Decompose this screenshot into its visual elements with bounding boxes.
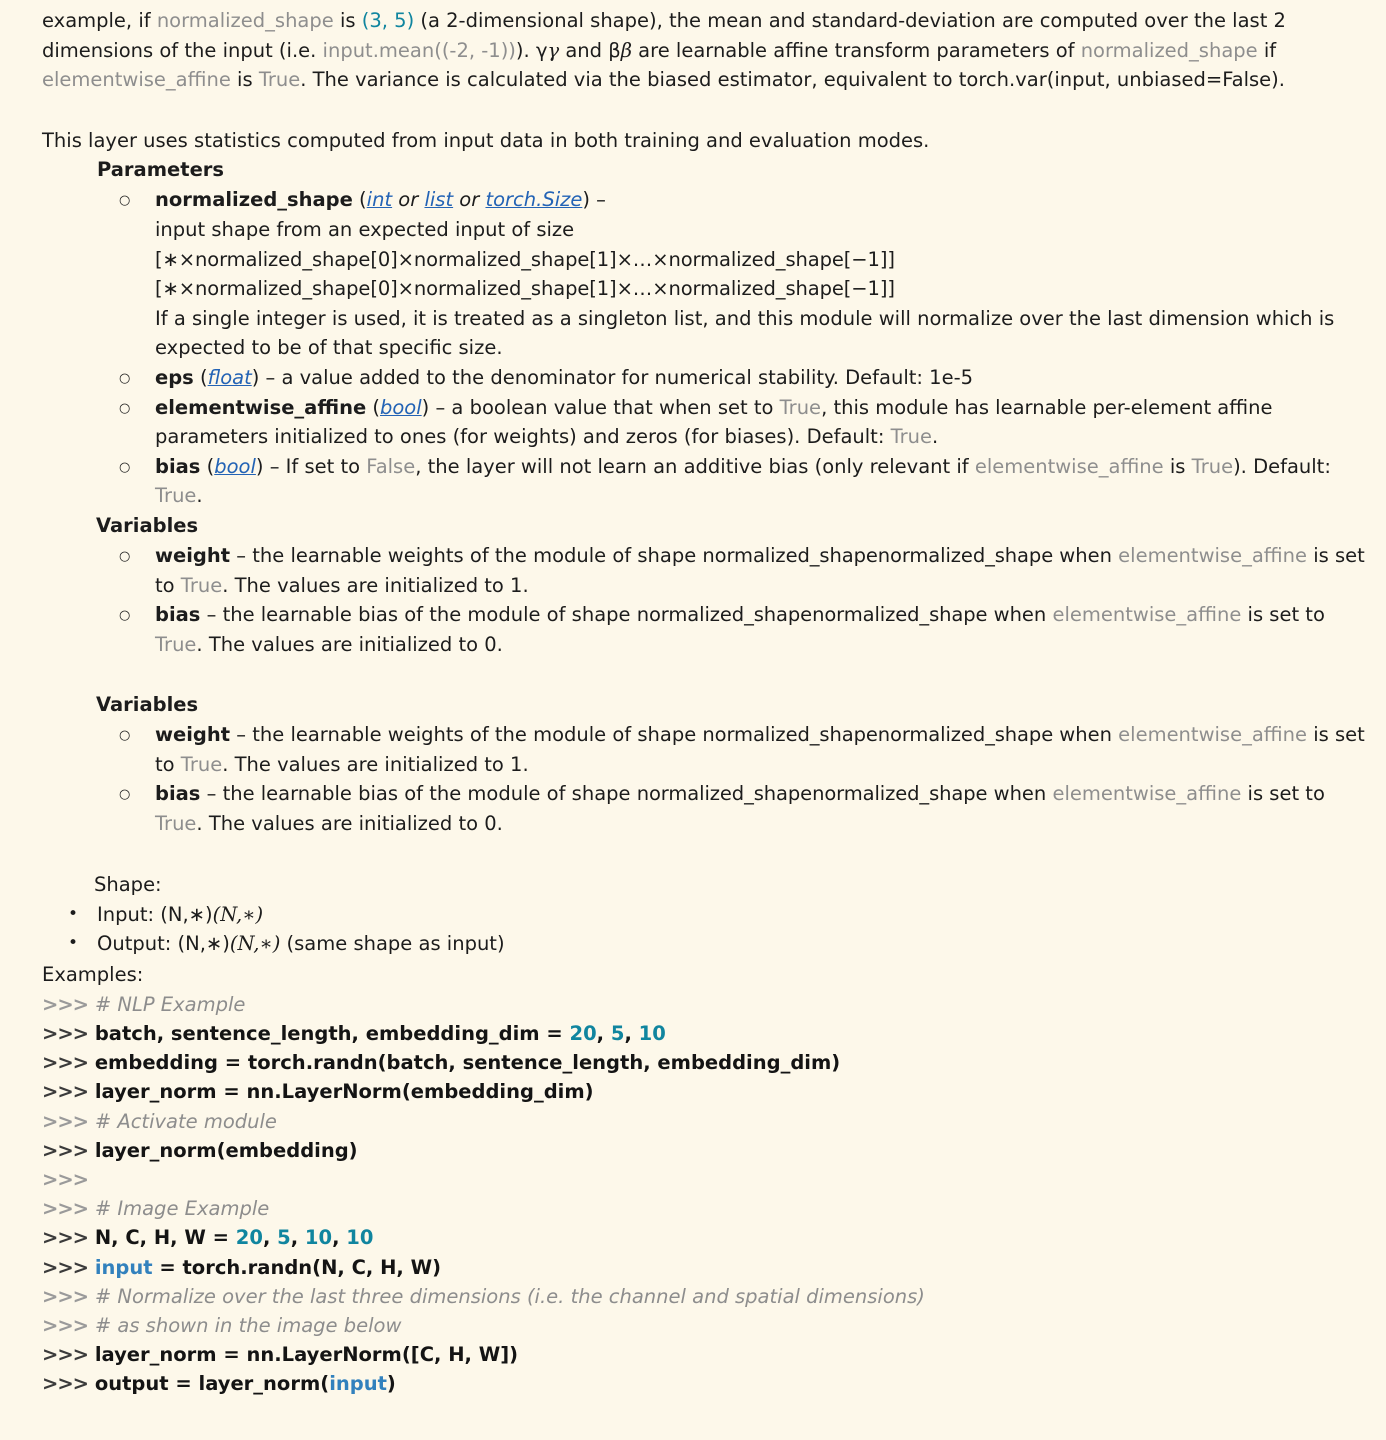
intro-text-b: is	[333, 9, 362, 32]
code-text: N, C, H, W =	[94, 1226, 236, 1250]
param-name: normalized_shape	[155, 188, 353, 212]
param-name: bias	[155, 454, 201, 478]
code-keyword: input	[329, 1372, 387, 1396]
variable-desc-d: . The values are initialized to 1.	[222, 573, 529, 597]
variable-desc-b: when	[987, 603, 1053, 627]
intro-text-h: is	[230, 68, 259, 92]
variable-desc-c: is set to	[1241, 782, 1325, 806]
type-sep-2: or	[453, 188, 486, 212]
variable-desc-a: – the learnable weights of the module of shape	[230, 723, 703, 747]
prompt-marker: >>>	[42, 1109, 89, 1133]
code-line	[42, 1165, 1376, 1194]
type-link-torch-size[interactable]: torch.Size	[485, 188, 583, 212]
code-text: embedding = torch.randn(batch, sentence_length, embedding_dim)	[94, 1051, 841, 1075]
intro-text-d: ).	[515, 38, 536, 62]
param-desc-b: , the layer will not learn an additive bias (only relevant if	[415, 454, 975, 478]
param-math-line-2: [∗×normalized_shape[0]×normalized_shape[1]×…×normalized_shape[−1]]	[155, 277, 895, 301]
variable-desc-a: – the learnable weights of the module of shape	[230, 543, 703, 567]
variable-desc-d: . The values are initialized to 0.	[196, 812, 503, 836]
variable-name: weight	[155, 723, 231, 747]
prompt-marker: >>>	[42, 1343, 89, 1367]
param-types-close: ) –	[582, 188, 606, 212]
literal-true-3: True	[1191, 454, 1234, 478]
beta-upright: β	[608, 38, 621, 62]
code-number: 5	[277, 1226, 291, 1250]
param-item-normalized-shape	[119, 185, 1376, 363]
code-number: 10	[638, 1022, 666, 1046]
spacer	[42, 839, 1376, 870]
code-text: batch, sentence_length, embedding_dim =	[94, 1022, 570, 1046]
type-sep-1: or	[392, 188, 425, 212]
code-text: ,	[332, 1226, 347, 1250]
shape-output-label: Output:	[97, 932, 178, 956]
variable-math: normalized_shapenormalized_shape	[702, 543, 1054, 567]
literal-true-1: True	[779, 395, 822, 419]
literal-false: False	[366, 454, 416, 478]
code-comment: # Activate module	[94, 1109, 277, 1133]
inline-code-normalized-shape-2: normalized_shape	[1080, 38, 1258, 62]
variables-list-1	[42, 541, 1376, 659]
code-text: output = layer_norm(	[94, 1372, 330, 1396]
code-line	[42, 1311, 1376, 1340]
variable-desc-b: when	[1053, 543, 1119, 567]
code-text: ,	[262, 1226, 278, 1250]
code-comment: # as shown in the image below	[94, 1314, 402, 1338]
variable-desc-c: is set to	[155, 723, 1365, 776]
code-number: 10	[304, 1226, 333, 1250]
code-line	[42, 1136, 1376, 1165]
param-desc-line-2: If a single integer is used, it is treated as a singleton list, and this module will normalize over the last dimension which is expected to be of that specific size.	[155, 306, 1335, 360]
inline-code-input-mean: input.mean((-2, -1))	[322, 38, 516, 62]
shape-input-label: Input:	[97, 902, 161, 926]
code-number: 5	[610, 1022, 625, 1046]
inline-code-elementwise-affine: elementwise_affine	[42, 68, 231, 92]
param-desc-line-1: input shape from an expected input of size	[155, 217, 575, 241]
prompt-marker: >>>	[42, 1022, 89, 1046]
spacer	[42, 95, 1376, 126]
param-desc-e: .	[196, 484, 203, 508]
code-number: 20	[569, 1022, 597, 1046]
parameters-list	[42, 185, 1376, 511]
code-text: layer_norm(embedding)	[94, 1138, 358, 1162]
param-name: eps	[155, 365, 194, 389]
code-line	[42, 1194, 1376, 1223]
doctest-code-block[interactable]	[42, 990, 1376, 1399]
code-keyword: input	[94, 1255, 153, 1279]
code-line	[42, 1253, 1376, 1282]
shape-heading: Shape:	[94, 872, 162, 896]
literal-true: True	[155, 632, 197, 656]
code-line	[42, 1223, 1376, 1252]
code-line	[42, 1282, 1376, 1311]
code-text: ,	[596, 1022, 611, 1046]
code-number: 10	[346, 1226, 374, 1250]
code-number: 20	[235, 1226, 263, 1250]
literal-elementwise-affine: elementwise_affine	[974, 454, 1164, 478]
param-desc-a: ) – a boolean value that when set to	[421, 395, 780, 419]
variable-desc-a: – the learnable bias of the module of shape	[200, 603, 637, 627]
intro-paragraph	[42, 6, 1372, 95]
code-text: layer_norm = nn.LayerNorm(embedding_dim)	[94, 1080, 594, 1104]
type-link-bool-2[interactable]: bool	[214, 454, 256, 478]
shape-output-math-upright: (N,∗)	[177, 932, 230, 956]
prompt-marker: >>>	[42, 1226, 89, 1250]
code-line	[42, 990, 1376, 1019]
param-desc-a: ) – If set to	[255, 454, 367, 478]
variable-item-weight	[119, 541, 1376, 600]
code-line	[42, 1048, 1376, 1077]
param-item-bias: ○ bias (bool) – If set to False, the layer will not learn an additive bias (only relevant if elementwise_affine is True). Default: True.	[119, 452, 1376, 511]
variable-item-bias	[119, 779, 1376, 838]
code-line	[42, 1369, 1376, 1398]
intro-text-f: are learnable affine transform parameters of	[631, 38, 1081, 62]
prompt-marker: >>>	[42, 1138, 89, 1162]
code-line	[42, 1340, 1376, 1369]
param-item-elementwise-affine: ○ elementwise_affine (bool) – a boolean value that when set to True, this module has learnable per-element affine parameters initialized to ones (for weights) and zeros (for biases). Default: True.	[119, 393, 1376, 452]
literal-elementwise-affine: elementwise_affine	[1118, 543, 1307, 567]
variable-name: bias	[155, 603, 201, 627]
variable-desc-c: is set to	[1241, 603, 1325, 627]
intro-shape-value: (3, 5)	[361, 9, 415, 32]
gamma-upright: γ	[535, 38, 548, 62]
shape-input-math-upright: (N,∗)	[160, 902, 213, 926]
note-paragraph: This layer uses statistics computed from input data in both training and evaluation modes.	[42, 128, 930, 152]
intro-text-e: and	[559, 38, 609, 62]
code-line	[42, 1107, 1376, 1136]
literal-true-2: True	[890, 425, 933, 449]
prompt-marker: >>>	[42, 1197, 89, 1221]
variable-desc-d: . The values are initialized to 1.	[222, 752, 529, 776]
param-desc-d: ). Default:	[1233, 454, 1331, 478]
prompt-marker: >>>	[42, 1255, 89, 1279]
param-item-eps: ○ eps (float) – a value added to the denominator for numerical stability. Default: 1e-5	[119, 363, 1376, 393]
shape-output-math-italic: (N,∗)	[229, 932, 281, 956]
inline-code-true: True	[258, 68, 301, 92]
variable-desc-b: when	[1053, 723, 1119, 747]
intro-text-i: . The variance is calculated via the biased estimator, equivalent to torch.var(input, unbiased=False).	[300, 68, 1285, 92]
variable-math: normalized_shapenormalized_shape	[636, 782, 988, 806]
variable-desc-d: . The values are initialized to 0.	[196, 632, 503, 656]
variable-desc-a: – the learnable bias of the module of shape	[200, 782, 637, 806]
spacer	[42, 659, 1376, 690]
prompt-marker: >>>	[42, 992, 89, 1016]
prompt-marker: >>>	[42, 1372, 89, 1396]
type-link-float[interactable]: float	[207, 365, 252, 389]
variable-item-weight	[119, 720, 1376, 779]
param-types-open: (	[352, 188, 367, 212]
variable-desc-b: when	[987, 782, 1053, 806]
intro-text-a: example, if	[42, 9, 157, 32]
param-desc-c: .	[932, 425, 939, 449]
variable-math: normalized_shapenormalized_shape	[702, 723, 1054, 747]
param-name: elementwise_affine	[155, 395, 367, 419]
beta-italic: β	[620, 38, 632, 62]
variables-heading-2: Variables	[96, 693, 199, 717]
shape-input-math-italic: (N,∗)	[212, 902, 264, 926]
prompt-marker: >>>	[42, 1168, 89, 1192]
examples-heading: Examples:	[42, 962, 144, 986]
parameters-heading: Parameters	[97, 158, 225, 182]
literal-true: True	[180, 573, 223, 597]
code-text: ,	[290, 1226, 305, 1250]
variable-item-bias	[119, 600, 1376, 659]
prompt-marker: >>>	[42, 1314, 89, 1338]
param-math-line-1: [∗×normalized_shape[0]×normalized_shape[1]×…×normalized_shape[−1]]	[155, 247, 895, 271]
param-desc-c: is	[1163, 454, 1192, 478]
prompt-marker: >>>	[42, 1051, 89, 1075]
variable-math: normalized_shapenormalized_shape	[636, 603, 988, 627]
prompt-marker: >>>	[42, 1284, 89, 1308]
literal-true: True	[180, 752, 223, 776]
variable-name: weight	[155, 543, 231, 567]
code-comment: # NLP Example	[94, 992, 246, 1016]
prompt-marker: >>>	[42, 1080, 89, 1104]
intro-text-g: if	[1257, 38, 1277, 62]
intro-text-c: (a 2-dimensional shape), the mean and standard-deviation are computed over the last 2 dimensions of the input (i.e.	[42, 9, 1286, 62]
literal-true: True	[155, 812, 197, 836]
shape-item-input	[56, 900, 1376, 930]
code-comment: # Image Example	[94, 1197, 270, 1221]
code-text: ,	[624, 1022, 639, 1046]
variable-desc-c: is set to	[155, 543, 1365, 597]
gamma-italic: γ	[547, 38, 560, 62]
type-link-list[interactable]: list	[424, 188, 454, 212]
literal-true-4: True	[155, 484, 197, 508]
variable-name: bias	[155, 782, 201, 806]
code-text: layer_norm = nn.LayerNorm([C, H, W])	[94, 1343, 519, 1367]
code-text: )	[386, 1372, 396, 1396]
literal-elementwise-affine: elementwise_affine	[1052, 603, 1242, 627]
code-line	[42, 1077, 1376, 1106]
code-line	[42, 1019, 1376, 1048]
code-text: = torch.randn(N, C, H, W)	[152, 1255, 442, 1279]
shape-output-suffix: (same shape as input)	[280, 932, 505, 956]
param-desc: ) – a value added to the denominator for numerical stability. Default: 1e-5	[251, 365, 974, 389]
param-desc-b: , this module has learnable per-element affine parameters initialized to ones (for weights) and zeros (for biases). Default:	[155, 395, 1273, 449]
code-comment: # Normalize over the last three dimensions (i.e. the channel and spatial dimensions)	[94, 1284, 925, 1308]
type-link-bool[interactable]: bool	[380, 395, 422, 419]
variables-heading-1: Variables	[96, 513, 199, 537]
shape-list	[42, 900, 1376, 959]
type-link-int[interactable]: int	[366, 188, 393, 212]
literal-elementwise-affine: elementwise_affine	[1052, 782, 1242, 806]
literal-elementwise-affine: elementwise_affine	[1118, 723, 1307, 747]
inline-code-normalized-shape: normalized_shape	[156, 9, 334, 32]
variables-list-2	[42, 720, 1376, 838]
shape-item-output	[56, 929, 1376, 959]
